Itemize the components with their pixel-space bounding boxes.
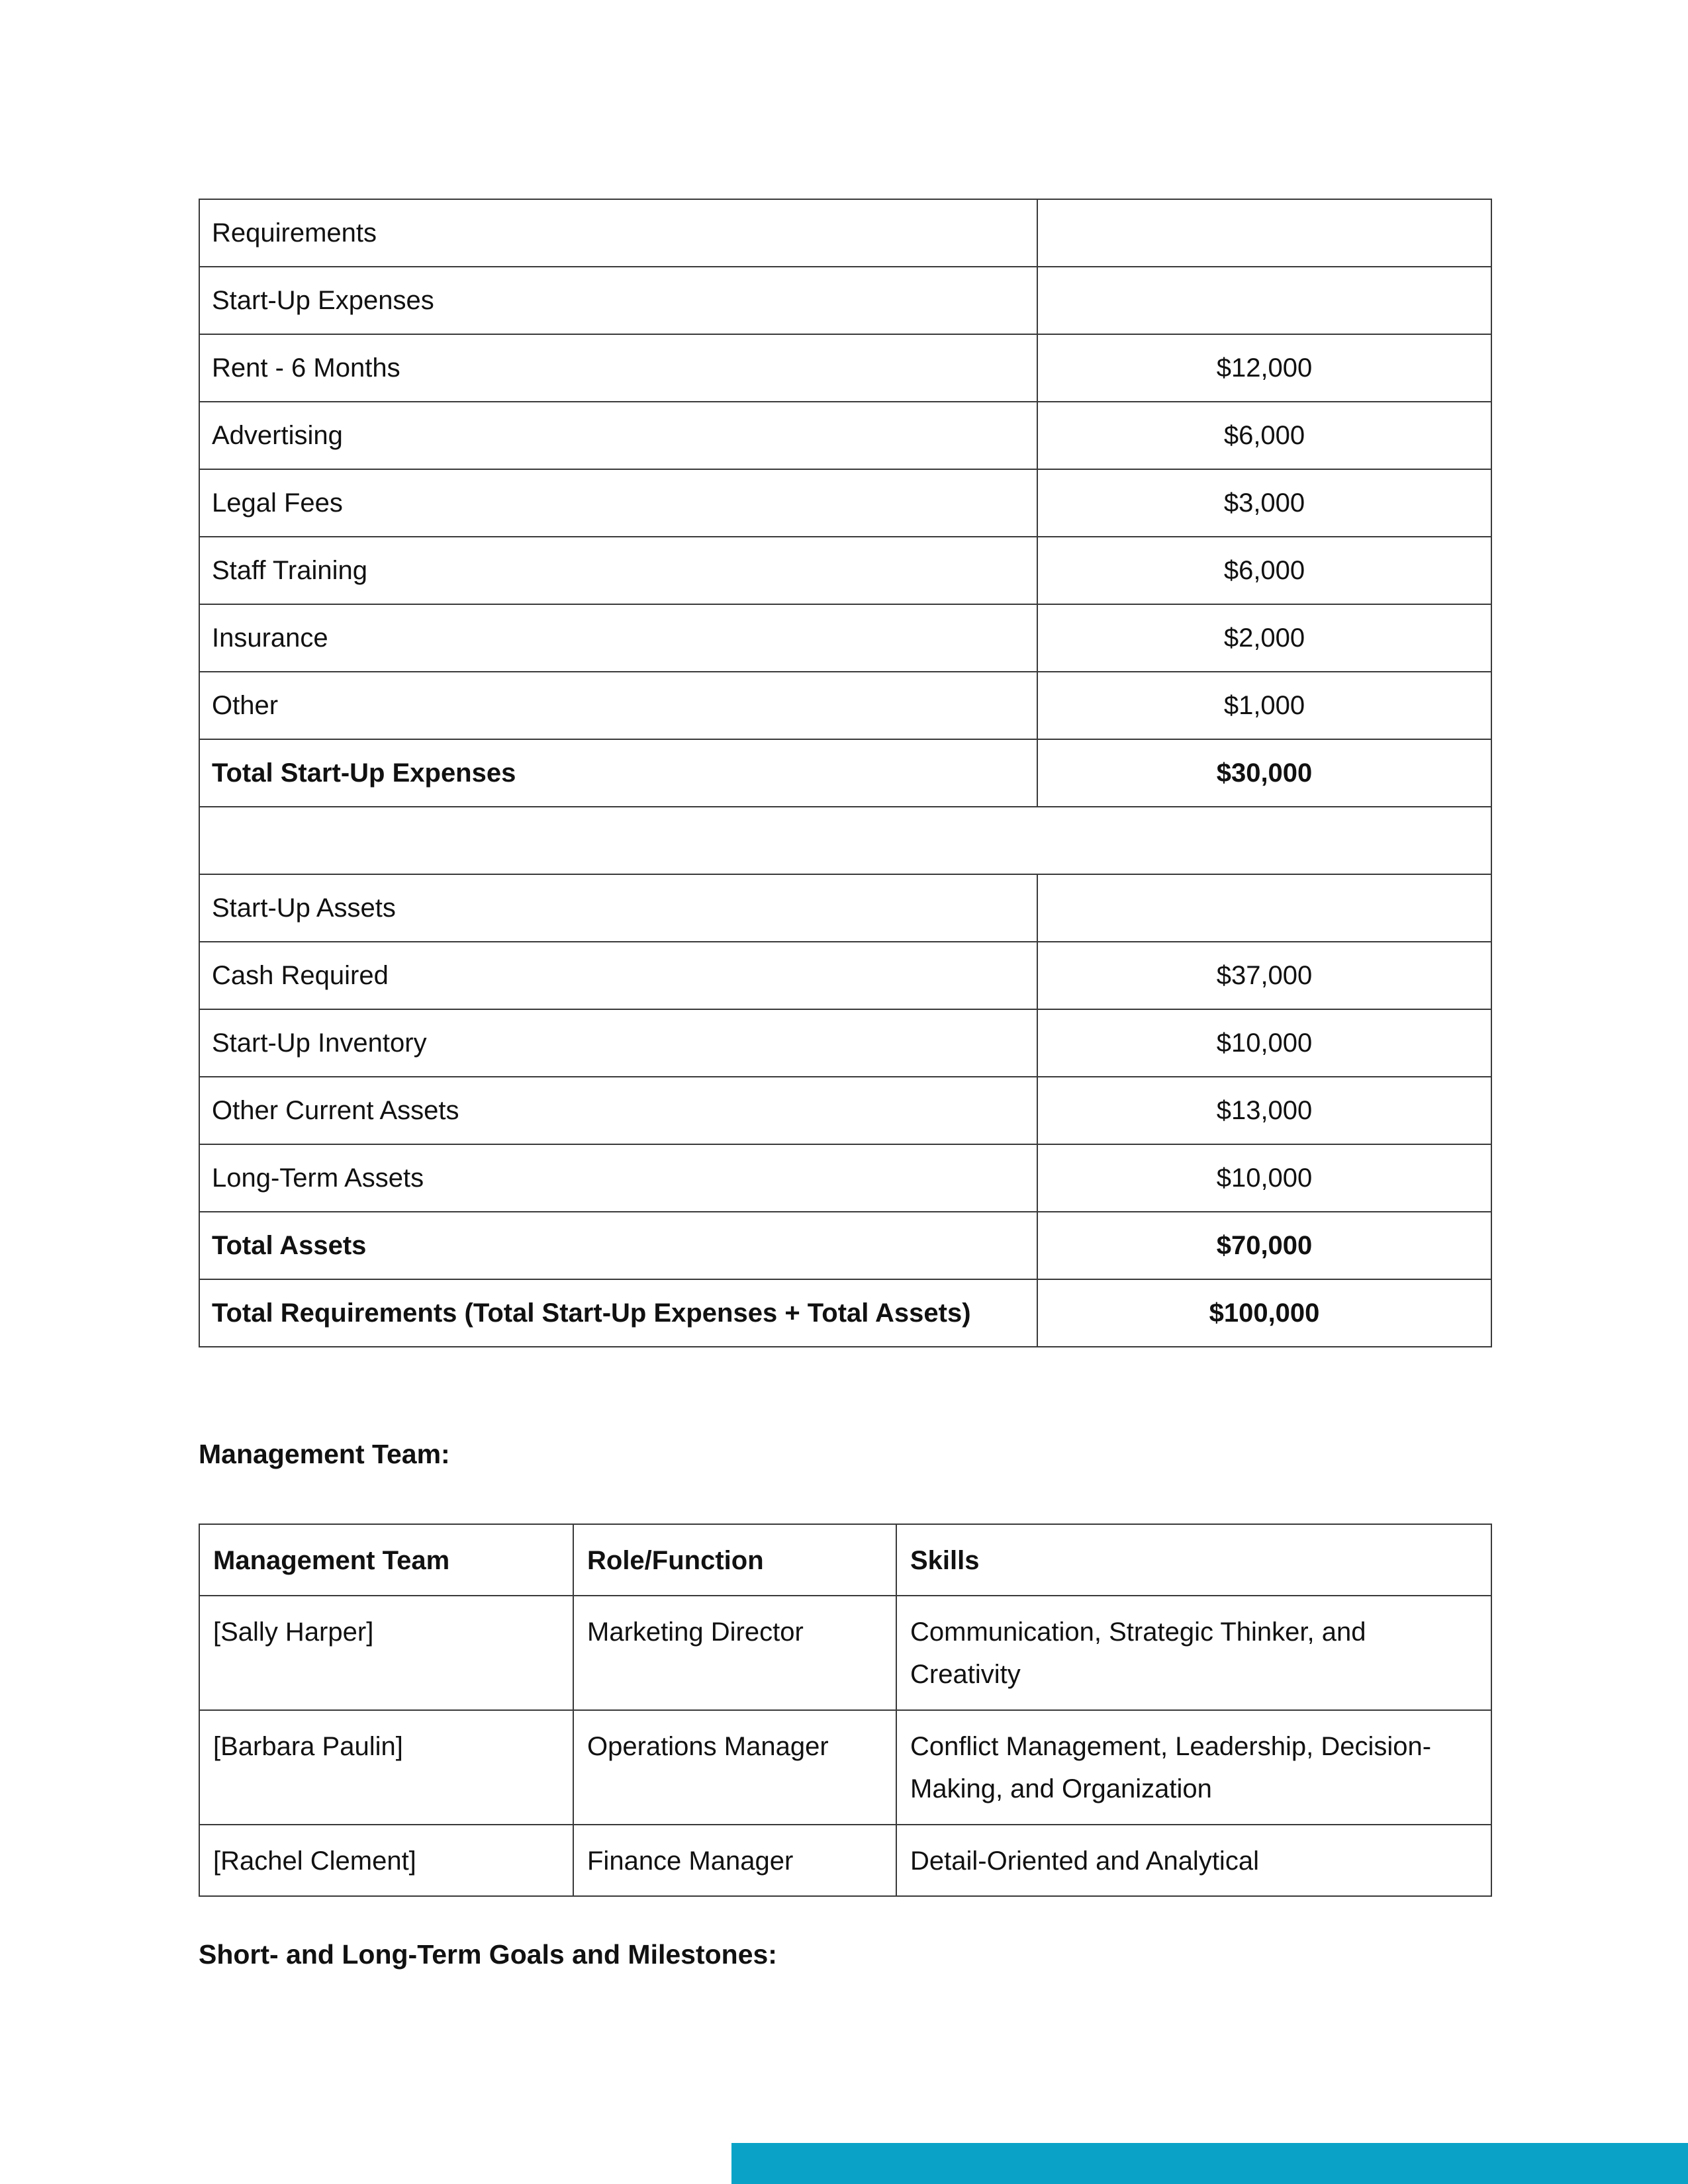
table-row <box>199 1825 1491 1896</box>
table-row <box>199 402 1491 469</box>
requirement-value: $10,000 <box>1037 1009 1491 1077</box>
spacer-row <box>199 807 1491 874</box>
member-skills: Communication, Strategic Thinker, and Creativity <box>896 1596 1491 1710</box>
requirement-label: Legal Fees <box>199 469 1037 537</box>
requirement-value: $1,000 <box>1037 672 1491 739</box>
requirement-value: $10,000 <box>1037 1144 1491 1212</box>
management-table-head <box>199 1524 1491 1596</box>
requirement-label: Total Start-Up Expenses <box>199 739 1037 807</box>
table-row <box>199 1009 1491 1077</box>
requirement-label: Other <box>199 672 1037 739</box>
table-row <box>199 469 1491 537</box>
table-row <box>199 1710 1491 1825</box>
requirement-value: $6,000 <box>1037 402 1491 469</box>
requirement-value: $30,000 <box>1037 739 1491 807</box>
requirement-label: Other Current Assets <box>199 1077 1037 1144</box>
management-team-heading: Management Team: <box>199 1439 450 1469</box>
requirement-label: Total Requirements (Total Start-Up Expenses + Total Assets) <box>199 1279 1037 1347</box>
requirement-value: $37,000 <box>1037 942 1491 1009</box>
table-row <box>199 1596 1491 1710</box>
table-row <box>199 334 1491 402</box>
grand-total-row <box>199 1279 1491 1347</box>
requirement-value: $6,000 <box>1037 537 1491 604</box>
requirement-value: $2,000 <box>1037 604 1491 672</box>
requirement-value <box>1037 267 1491 334</box>
requirement-value <box>1037 199 1491 267</box>
requirement-value <box>1037 874 1491 942</box>
table-row <box>199 537 1491 604</box>
table-row <box>199 1077 1491 1144</box>
requirement-label: Requirements <box>199 199 1037 267</box>
table-row <box>199 199 1491 267</box>
requirement-value: $13,000 <box>1037 1077 1491 1144</box>
requirement-label: Advertising <box>199 402 1037 469</box>
total-row <box>199 1212 1491 1279</box>
column-header: Role/Function <box>573 1524 896 1596</box>
table-row <box>199 267 1491 334</box>
requirement-value: $70,000 <box>1037 1212 1491 1279</box>
table-row <box>199 604 1491 672</box>
requirement-label: Start-Up Assets <box>199 874 1037 942</box>
requirements-table-body <box>199 199 1491 1347</box>
requirement-value: $12,000 <box>1037 334 1491 402</box>
member-skills: Conflict Management, Leadership, Decision-Making, and Organization <box>896 1710 1491 1825</box>
requirement-value: $3,000 <box>1037 469 1491 537</box>
footer-accent-bar <box>731 2143 1688 2184</box>
management-table-body <box>199 1596 1491 1896</box>
requirement-label: Long-Term Assets <box>199 1144 1037 1212</box>
requirement-label: Insurance <box>199 604 1037 672</box>
requirement-label: Start-Up Expenses <box>199 267 1037 334</box>
requirement-label: Total Assets <box>199 1212 1037 1279</box>
table-row <box>199 672 1491 739</box>
table-header-row <box>199 1524 1491 1596</box>
requirement-label: Rent - 6 Months <box>199 334 1037 402</box>
requirement-label: Start-Up Inventory <box>199 1009 1037 1077</box>
total-row <box>199 739 1491 807</box>
member-name: [Barbara Paulin] <box>199 1710 573 1825</box>
table-row <box>199 874 1491 942</box>
requirement-label: Cash Required <box>199 942 1037 1009</box>
member-role: Operations Manager <box>573 1710 896 1825</box>
merged-empty-cell <box>199 807 1491 874</box>
requirement-value: $100,000 <box>1037 1279 1491 1347</box>
startup-requirements-table <box>199 199 1492 1347</box>
goals-milestones-heading: Short- and Long-Term Goals and Milestones: <box>199 1939 777 1970</box>
member-role: Finance Manager <box>573 1825 896 1896</box>
management-team-table <box>199 1524 1492 1897</box>
member-role: Marketing Director <box>573 1596 896 1710</box>
member-name: [Sally Harper] <box>199 1596 573 1710</box>
member-skills: Detail-Oriented and Analytical <box>896 1825 1491 1896</box>
member-name: [Rachel Clement] <box>199 1825 573 1896</box>
requirement-label: Staff Training <box>199 537 1037 604</box>
table-row <box>199 1144 1491 1212</box>
column-header: Management Team <box>199 1524 573 1596</box>
column-header: Skills <box>896 1524 1491 1596</box>
table-row <box>199 942 1491 1009</box>
